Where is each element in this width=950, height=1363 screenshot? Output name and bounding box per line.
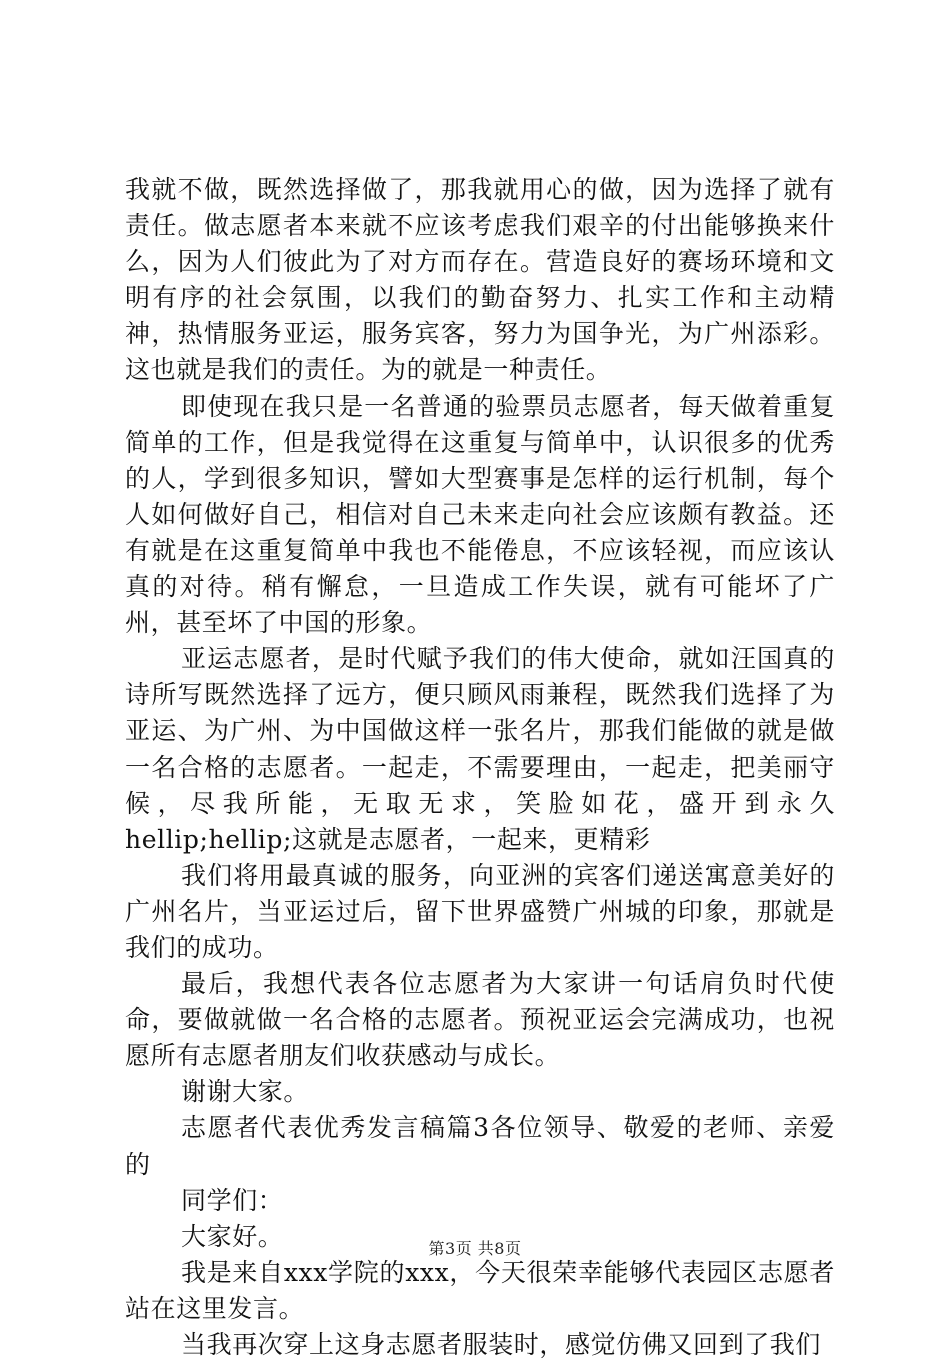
paragraph-5: 最后，我想代表各位志愿者为大家讲一句话肩负时代使命，要做就做一名合格的志愿者。预祝亚运会完满成功，也祝愿所有志愿者朋友们收获感动与成长。 [125, 969, 835, 1071]
paragraph-last: 当我再次穿上这身志愿者服装时，感觉仿佛又回到了我们 [181, 1330, 822, 1359]
paragraph-salutation: 同学们： [181, 1185, 284, 1215]
paragraph-section-heading: 志愿者代表优秀发言稿篇3各位领导、敬爱的老师、亲爱的 [125, 1113, 835, 1179]
paragraph-4: 我们将用最真诚的服务，向亚洲的宾客们递送寓意美好的广州名片，当亚运过后，留下世界盛赞广州城的印象，那就是我们的成功。 [125, 860, 835, 962]
paragraph-introduction: 我是来自xxx学院的xxx，今天很荣幸能够代表园区志愿者站在这里发言。 [125, 1257, 835, 1323]
paragraph-greeting: 大家好。 [181, 1221, 284, 1251]
page-number-label: 第3页 共8页 [428, 1239, 522, 1258]
paragraph-3-continuation: hellip;hellip;这就是志愿者，一起来，更精彩 [125, 824, 651, 854]
page-footer [0, 1239, 950, 1259]
document-body [125, 172, 835, 1363]
paragraph-2: 即使现在我只是一名普通的验票员志愿者，每天做着重复简单的工作，但是我觉得在这重复与简单中，认识很多的优秀的人，学到很多知识，譬如大型赛事是怎样的运行机制，每个人如何做好自己，相信对自己未来走向社会应该颇有教益。还有就是在这重复简单中我也不能倦息，不应该轻视，而应该认真的对待。稍有懈怠，一旦造成工作失误，就有可能坏了广州，甚至坏了中国的形象。 [125, 391, 835, 638]
paragraph-thanks: 谢谢大家。 [181, 1077, 310, 1107]
paragraph-3: 亚运志愿者，是时代赋予我们的伟大使命，就如汪国真的诗所写既然选择了远方，便只顾风雨兼程，既然我们选择了为亚运、为广州、为中国做这样一张名片，那我们能做的就是做一名合格的志愿者。一起走，不需要理由，一起走，把美丽守候，尽我所能，无取无求，笑脸如花，盛开到永久 [125, 644, 835, 818]
paragraph-1: 我就不做，既然选择做了，那我就用心的做，因为选择了就有责任。做志愿者本来就不应该考虑我们艰辛的付出能够换来什么，因为人们彼此为了对方而存在。营造良好的赛场环境和文明有序的社会氛围，以我们的勤奋努力、扎实工作和主动精神，热情服务亚运，服务宾客，努力为国争光，为广州添彩。这也就是我们的责任。为的就是一种责任。 [125, 175, 835, 385]
